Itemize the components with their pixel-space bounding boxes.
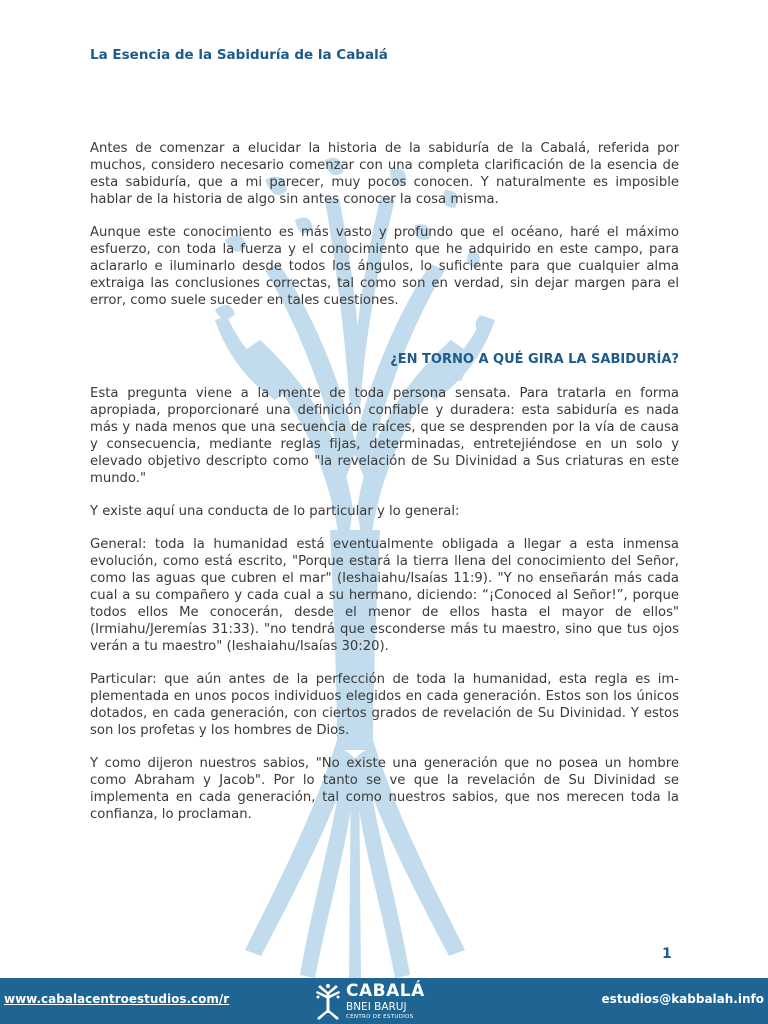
section-heading: ¿EN TORNO A QUÉ GIRA LA SABIDURÍA? [390, 352, 679, 367]
paragraph: Y como dijeron nuestros sabios, "No existe una generación que no posea un hombre como Abraham y Jacob". Por lo tanto se ve que la revelación de Su Divinidad se implementa en cada generación, tal como nuestros sabios, que nos merecen toda la confianza, lo proclaman. [90, 756, 679, 822]
logo-tagline: CENTRO DE ESTUDIOS [346, 1014, 414, 1020]
paragraph: Antes de comenzar a elucidar la historia de la sabiduría de la Cabalá, referida por muchos, considero necesario comenzar con una completa clarificación de la esencia de esta sabiduría, que a mi parecer, muy pocos conocen. Y naturalmente es imposible hablar de la historia de algo sin antes conocer la cosa misma. [90, 141, 679, 207]
paragraph: Y existe aquí una conducta de lo particular y lo general: [90, 504, 460, 519]
paragraph: Aunque este conocimiento es más vasto y profundo que el océano, haré el máximo esfuerzo, con toda la fuerza y el conocimiento que he adquirido en este campo, para aclararlo e iluminarlo desde todos los ángulos, lo suficiente para que cualquier alma extraiga las conclusiones correctas, tal como son en verdad, sin dejar margen para el error, como suele suceder en tales cuestiones. [90, 225, 679, 308]
logo-subtitle: BNEI BARUJ [346, 1001, 407, 1013]
paragraph: General: toda la humanidad está eventualmente obligada a llegar a esta inmensa evolución, como está escrito, "Porque estará la tierra llena del conocimiento del Señor, como las aguas que cubren el mar" (Ieshaiahu/Isaías 11:9). "Y no enseñarán más cada cual a su compañero y cada cual a su hermano, diciendo: “¡Conoced al Señor!”, porque todos ellos Me conocerán, desde el menor de ellos hasta el mayor de ellos" (Irmiahu/Jeremías 31:33). "no tendrá que esconderse más tu maestro, sino que tus ojos verán a tu maestro" (Ieshaiahu/Isaías 30:20). [90, 537, 679, 654]
tree-logo-icon [314, 983, 342, 1021]
email-link[interactable]: estudios@kabbalah.info [601, 992, 764, 1006]
footer-logo [314, 981, 454, 1023]
footer-bar [0, 978, 768, 1024]
paragraph: Particular: que aún antes de la perfección de toda la humanidad, esta regla es implementada en unos pocos individuos elegidos en cada generación. Estos son los únicos dotados, en cada generación, con ciertos grados de revelación de Su Divinidad. Y estos son los profetas y los hombres de Dios. [90, 672, 679, 738]
logo-name: CABALÁ [346, 981, 425, 1001]
page-number: 1 [662, 946, 672, 962]
document-body [90, 140, 679, 839]
paragraph: Esta pregunta viene a la mente de toda persona sensata. Para tratarla en forma apropiada, proporcionaré una definición confiable y duradera: esta sabiduría es nada más y nada menos que una secuencia de raíces, que se desprenden por la vía de causa y consecuencia, mediante reglas fijas, determinadas, entretejiéndose en un solo y elevado objetivo descripto como "la revelación de Su Divinidad a Sus criaturas en este mundo." [90, 386, 679, 486]
website-link[interactable]: www.cabalacentroestudios.com/r [4, 992, 230, 1006]
page-title: La Esencia de la Sabiduría de la Cabalá [90, 47, 388, 63]
